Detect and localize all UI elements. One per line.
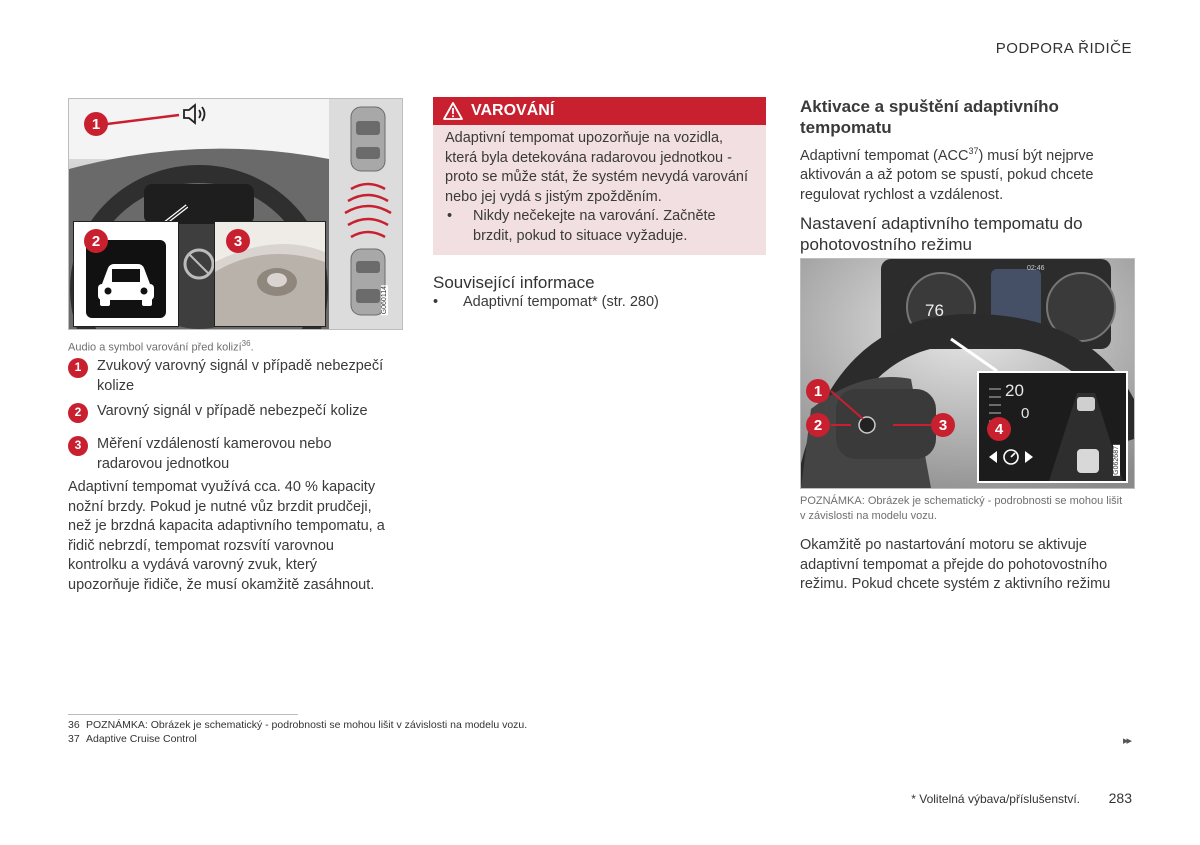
related-link-text[interactable]: Adaptivní tempomat* (str. 280) <box>463 294 659 310</box>
list-item <box>68 357 398 396</box>
warning-header <box>433 97 766 125</box>
warning-bullet <box>447 207 757 246</box>
item-number: 1 <box>68 358 88 378</box>
item-text: Měření vzdáleností kamerovou nebo radarovou jednotkou <box>97 436 332 472</box>
steering-wheel-figure <box>800 258 1135 489</box>
callout-2: 2 <box>806 413 830 437</box>
footnote-text: Adaptive Cruise Control <box>86 733 197 745</box>
item-text: Zvukový varovný signál v případě nebezpečí kolize <box>97 358 384 394</box>
item-number: 3 <box>68 436 88 456</box>
footnote-number: 37 <box>68 733 80 745</box>
bullet-dot: • <box>433 294 439 310</box>
intro-text-before: Adaptivní tempomat (ACC <box>800 147 969 164</box>
figure-ref-code: G062687 <box>1113 446 1120 475</box>
callout-3: 3 <box>226 229 250 253</box>
collision-warning-figure <box>68 98 403 330</box>
related-link[interactable] <box>433 293 659 313</box>
footnote-ref-37: 37 <box>968 146 979 156</box>
warning-triangle-icon <box>443 102 463 120</box>
body-paragraph: Adaptivní tempomat využívá cca. 40 % kapacity nožní brzdy. Pokud je nutné vůz brzdit prudčeji, než je brzdná kapacita adaptivního tempomatu, a řidič nebrzdí, tempomat rozsvítí varovnou kontrolku a vydává varovný zvuk, který upozorňuje řidiče, že musí okamžitě zasáhnout. <box>68 479 385 593</box>
figure-note: POZNÁMKA: Obrázek je schematický - podrobnosti se mohou lišit v závislosti na modelu vozu. <box>800 495 1123 522</box>
item-number: 2 <box>68 403 88 423</box>
set-speed-readout: 20 <box>1005 381 1024 400</box>
subheading: Nastavení adaptivního tempomatu do pohotovostního režimu <box>800 214 1083 254</box>
warning-bullet-text: Nikdy nečekejte na varování. Začněte brzdit, pokud to situace vyžaduje. <box>473 208 716 244</box>
body-paragraph-right: Okamžitě po nastartování motoru se aktivuje adaptivní tempomat a přejde do pohotovostního režimu. Pokud chcete systém z aktivního režimu <box>800 537 1111 592</box>
callout-4: 4 <box>987 417 1011 441</box>
continue-arrows-icon: ▸▸ <box>1122 735 1130 747</box>
section-heading: Aktivace a spuštění adaptivního tempomatu <box>800 97 1059 137</box>
callout-3: 3 <box>931 413 955 437</box>
footnote-37 <box>68 732 527 746</box>
footnote-number: 36 <box>68 719 80 731</box>
figure-ref-code: G060114 <box>381 286 388 315</box>
clock-readout: 02:46 <box>1027 265 1045 272</box>
callout-1: 1 <box>84 112 108 136</box>
item-text: Varovný signál v případě nebezpečí kolize <box>97 403 368 419</box>
list-item <box>68 402 398 423</box>
warning-body <box>433 125 766 255</box>
speed-readout: 76 <box>925 301 944 320</box>
footnote-text: POZNÁMKA: Obrázek je schematický - podrobnosti se mohou lišit v závislosti na modelu vozu. <box>86 719 528 731</box>
intro-text-after: ) musí být nejprve aktivován a až potom se spustí, pokud chcete regulovat rychlost a vzdálenost. <box>800 147 1094 203</box>
footnote-rule <box>68 714 298 715</box>
figure-caption <box>68 336 408 356</box>
speaker-icon <box>181 103 209 130</box>
page-number: 283 <box>1108 790 1132 806</box>
callout-2: 2 <box>84 229 108 253</box>
section-header: PODPORA ŘIDIČE <box>995 40 1132 57</box>
list-item <box>68 435 398 474</box>
related-info-title: Související informace <box>433 273 595 292</box>
footnote-ref-36: 36 <box>241 339 251 348</box>
warning-text: Adaptivní tempomat upozorňuje na vozidla, která byla detekována radarovou jednotkou - proto se může stát, že systém nevydá varování nebo jej vydá s jistým zpožděním. <box>445 130 749 205</box>
footnote-36 <box>68 718 527 732</box>
optional-equipment-note: * Volitelná výbava/příslušenství. <box>911 792 1080 806</box>
figure-caption-text: Audio a symbol varování před kolizí <box>68 341 242 354</box>
intro-paragraph <box>800 142 1130 205</box>
warning-title: VAROVÁNÍ <box>471 102 555 119</box>
bullet-dot: • <box>447 208 453 224</box>
footnotes <box>68 718 527 746</box>
figure-caption-end: . <box>250 341 254 354</box>
callout-1: 1 <box>806 379 830 403</box>
distance-readout: 0 <box>1021 405 1030 422</box>
